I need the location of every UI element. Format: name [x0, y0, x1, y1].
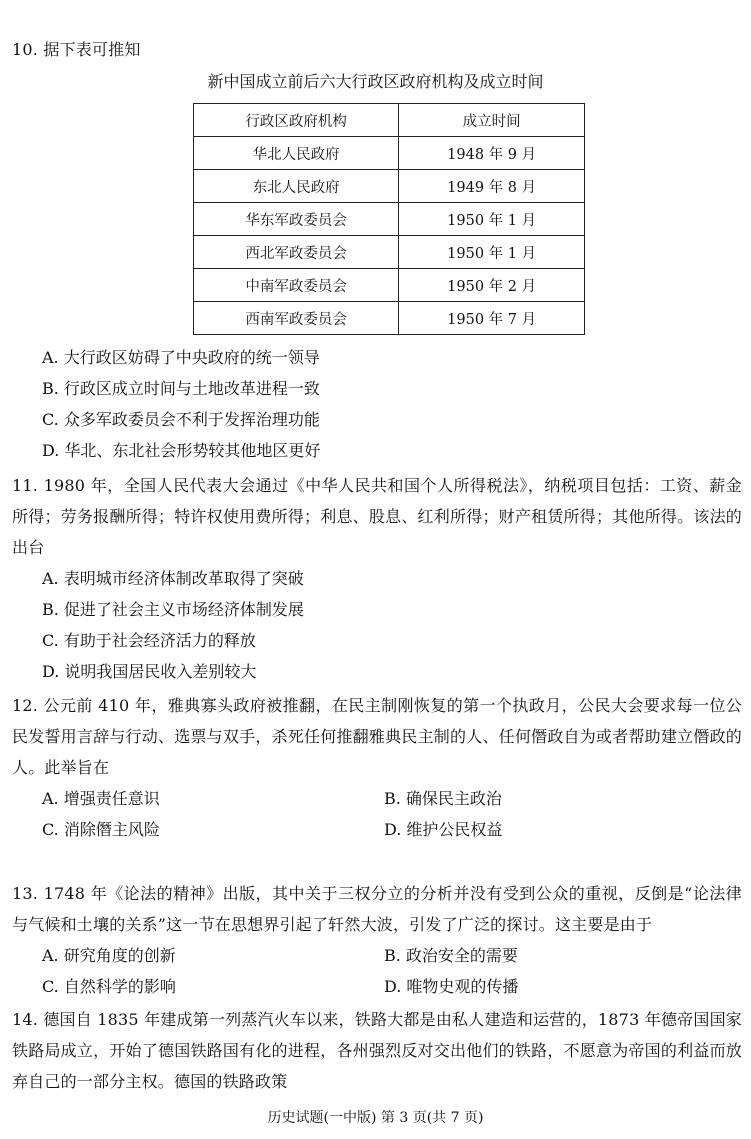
table-cell: 1950 年 2 月 [399, 269, 585, 302]
option-a: A. 增强责任意识 [42, 789, 160, 808]
table-cell: 1950 年 1 月 [399, 236, 585, 269]
options-row [42, 971, 742, 1002]
question-11 [12, 470, 742, 687]
table-cell: 中南军政委员会 [194, 269, 399, 302]
question-14-stem: 14. 德国自 1835 年建成第一列蒸汽火车以来，铁路大都是由私人建造和运营的，1873 年德帝国国家铁路局成立，开始了德国铁路国有化的进程，各州强烈反对交出他们的铁路，不愿意为帝国的利益而放弃自己的一部分主权。德国的铁路政策 [12, 1010, 742, 1091]
table-row [194, 137, 585, 170]
option-d: D. 唯物史观的传播 [384, 977, 519, 996]
table-cell: 1950 年 7 月 [399, 302, 585, 335]
table-cell: 1950 年 1 月 [399, 203, 585, 236]
table-header-row [194, 104, 585, 137]
table-header: 成立时间 [399, 104, 585, 137]
question-11-stem: 11. 1980 年，全国人民代表大会通过《中华人民共和国个人所得税法》，纳税项目包括：工资、薪金所得；劳务报酬所得；特许权使用费所得；利息、股息、红利所得；财产租赁所得；其他所得。该法的出台 [12, 476, 742, 557]
table-cell: 东北人民政府 [194, 170, 399, 203]
options-row [42, 814, 742, 845]
question-13-stem: 13. 1748 年《论法的精神》出版，其中关于三权分立的分析并没有受到公众的重视，反倒是“论法律与气候和土壤的关系”这一节在思想界引起了轩然大波，引发了广泛的探讨。这主要是由于 [12, 884, 742, 934]
option-d: D. 维护公民权益 [384, 820, 503, 839]
table-cell: 华东军政委员会 [194, 203, 399, 236]
table-row [194, 269, 585, 302]
table-row [194, 203, 585, 236]
question-12 [12, 690, 742, 845]
option-c: C. 消除僭主风险 [42, 820, 160, 839]
question-10-options [12, 342, 742, 466]
table-cell: 1948 年 9 月 [399, 137, 585, 170]
option-c: C. 自然科学的影响 [42, 977, 176, 996]
table-cell: 华北人民政府 [194, 137, 399, 170]
options-row [42, 940, 742, 971]
option-b: B. 确保民主政治 [384, 789, 502, 808]
question-13 [12, 878, 742, 1002]
table-cell: 西北军政委员会 [194, 236, 399, 269]
table-cell: 西南军政委员会 [194, 302, 399, 335]
question-12-stem: 12. 公元前 410 年，雅典寡头政府被推翻，在民主制刚恢复的第一个执政月，公民大会要求每一位公民发誓用言辞与行动、选票与双手，杀死任何推翻雅典民主制的人、任何僭政自为或者帮助建立僭政的人。此举旨在 [12, 696, 742, 777]
option-c: C. 有助于社会经济活力的释放 [42, 631, 256, 650]
page-footer: 历史试题(一中版) 第 3 页(共 7 页) [267, 1110, 484, 1126]
table-row [194, 236, 585, 269]
table-header: 行政区政府机构 [194, 104, 399, 137]
option-a: A. 大行政区妨碍了中央政府的统一领导 [42, 348, 320, 367]
option-d: D. 华北、东北社会形势较其他地区更好 [42, 441, 321, 460]
table-row [194, 170, 585, 203]
option-d: D. 说明我国居民收入差别较大 [42, 662, 257, 681]
option-b: B. 政治安全的需要 [384, 946, 518, 965]
question-10 [12, 34, 742, 65]
option-c: C. 众多军政委员会不利于发挥治理功能 [42, 410, 320, 429]
option-b: B. 行政区成立时间与土地改革进程一致 [42, 379, 320, 398]
table-cell: 1949 年 8 月 [399, 170, 585, 203]
data-table [193, 103, 585, 335]
question-10-stem: 10. 据下表可推知 [12, 40, 141, 59]
option-a: A. 研究角度的创新 [42, 946, 176, 965]
option-a: A. 表明城市经济体制改革取得了突破 [42, 569, 304, 588]
table-row [194, 302, 585, 335]
table-title: 新中国成立前后六大行政区政府机构及成立时间 [207, 72, 544, 91]
options-row [42, 783, 742, 814]
option-b: B. 促进了社会主义市场经济体制发展 [42, 600, 304, 619]
question-14 [12, 1004, 742, 1097]
